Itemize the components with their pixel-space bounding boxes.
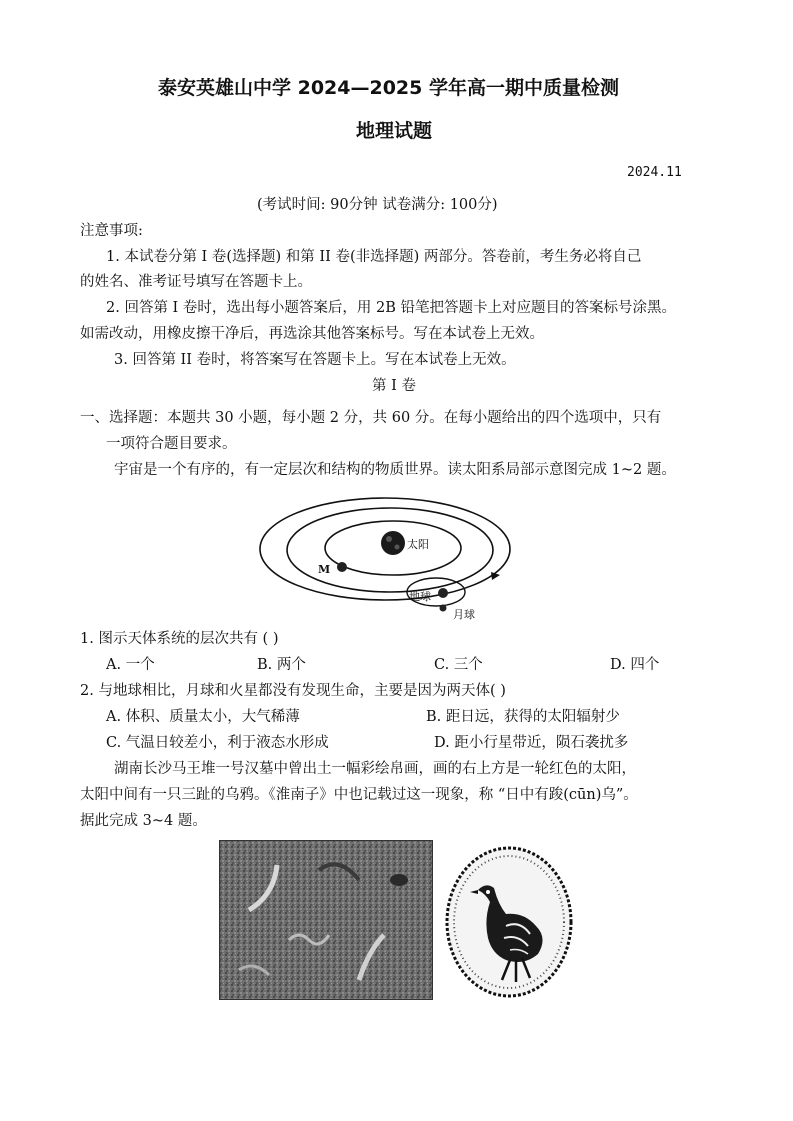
solar-system-diagram xyxy=(255,492,525,622)
exam-info: (考试时间: 90分钟 试卷满分: 100分) xyxy=(257,197,498,213)
subject-title: 地理试题 xyxy=(356,120,433,142)
q2-stem: 2. 与地球相比，月球和火星都没有发现生命，主要是因为两天体( ) xyxy=(80,683,506,699)
notes-heading: 注意事项: xyxy=(80,223,143,239)
q2-option-d: D. 距小行星带近，陨石袭扰多 xyxy=(434,735,629,751)
q1-option-b: B. 两个 xyxy=(257,657,306,673)
q1-option-c: C. 三个 xyxy=(434,657,483,673)
m-label: M xyxy=(318,563,331,576)
q2-option-a: A. 体积、质量太小，大气稀薄 xyxy=(106,709,300,725)
sun-crow-illustration xyxy=(440,842,578,1002)
section-instructions-line-2: 一项符合题目要求。 xyxy=(106,436,237,452)
q2-option-b: B. 距日远，获得的太阳辐射少 xyxy=(426,709,620,725)
moon-icon xyxy=(440,605,447,612)
earth-label: 地球 xyxy=(409,590,431,603)
q1-stem: 1. 图示天体系统的层次共有 ( ) xyxy=(80,631,279,647)
sun-icon xyxy=(381,531,405,555)
section-instructions-line-1: 一、选择题：本题共 30 小题，每小题 2 分，共 60 分。在每小题给出的四个选项中，只有 xyxy=(80,410,662,426)
q1-option-a: A. 一个 xyxy=(106,657,155,673)
note-3: 3. 回答第 II 卷时，将答案写在答题卡上。写在本试卷上无效。 xyxy=(114,352,516,368)
passage-line-2: 太阳中间有一只三趾的乌鸦。《淮南子》中也记载过这一现象，称 “日中有踆(cūn)乌”。 xyxy=(80,787,638,803)
note-1-line-1: 1. 本试卷分第 I 卷(选择题) 和第 II 卷(非选择题) 两部分。答卷前，考生务必将自己 xyxy=(106,249,642,265)
planet-m-icon xyxy=(337,562,347,572)
intro-q1-2: 宇宙是一个有序的，有一定层次和结构的物质世界。读太阳系局部示意图完成 1~2 题。 xyxy=(114,462,676,478)
section-label: 第 I 卷 xyxy=(372,378,416,394)
note-2-line-1: 2. 回答第 I 卷时，选出每小题答案后，用 2B 铅笔把答题卡上对应题目的答案标号涂黑。 xyxy=(106,300,676,316)
passage-line-3: 据此完成 3~4 题。 xyxy=(80,813,207,829)
exam-date: 2024.11 xyxy=(627,165,682,180)
moon-label: 月球 xyxy=(453,608,475,621)
passage-line-1: 湖南长沙马王堆一号汉墓中曾出土一幅彩绘帛画，画的右上方是一轮红色的太阳， xyxy=(114,761,636,777)
silk-painting-photo xyxy=(219,840,433,1000)
earth-icon xyxy=(438,588,448,598)
exam-title: 泰安英雄山中学 2024—2025 学年高一期中质量检测 xyxy=(158,77,619,99)
note-1-line-2: 的姓名、准考证号填写在答题卡上。 xyxy=(80,274,312,290)
q1-option-d: D. 四个 xyxy=(610,657,660,673)
note-2-line-2: 如需改动，用橡皮擦干净后，再选涂其他答案标号。写在本试卷上无效。 xyxy=(80,326,544,342)
sun-label: 太阳 xyxy=(407,538,429,551)
q2-option-c: C. 气温日较差小，利于液态水形成 xyxy=(106,735,329,751)
